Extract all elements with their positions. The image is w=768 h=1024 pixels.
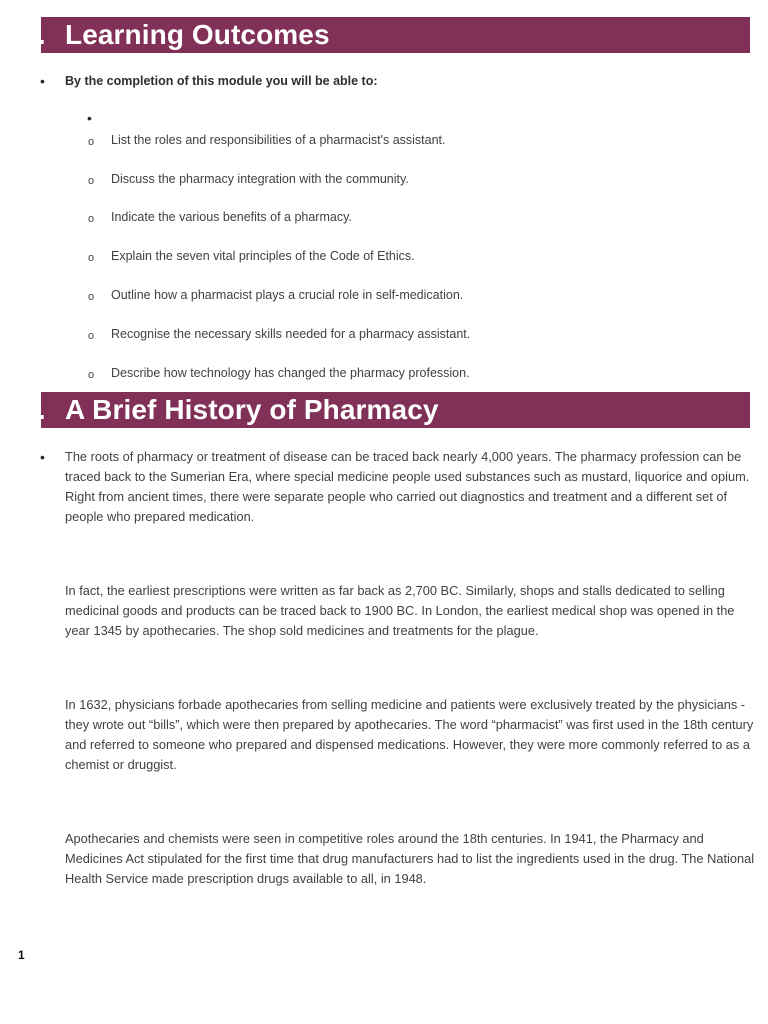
list-item-text: Explain the seven vital principles of the Code of Ethics. <box>111 249 415 263</box>
list-item-text: Describe how technology has changed the pharmacy profession. <box>111 366 470 380</box>
section-title: A Brief History of Pharmacy <box>65 394 439 425</box>
history-paragraph: The roots of pharmacy or treatment of disease can be traced back nearly 4,000 years. The pharmacy profession can be traced back to the Sumerian Era, where special medicine people used substances such as mustard, liquorice and opium. Right from ancient times, there were separate people who carried out diagnostics and treatment and a different set of people who prepared medication. <box>65 449 750 524</box>
section-number: . <box>38 395 46 425</box>
section-header-learning-outcomes <box>38 17 750 53</box>
sub-bullet-icon: o <box>88 213 95 225</box>
outcomes-intro: By the completion of this module you will be able to: <box>65 74 378 88</box>
history-paragraph: In fact, the earliest prescriptions were written as far back as 2,700 BC. Similarly, shops and stalls dedicated to selling medicinal goods and products can be traced back to 1900 BC. In London, the earliest medical shop was opened in the year 1345 by apothecaries. The shop sold medicines and treatments for the plague. <box>65 583 735 638</box>
list-item-text: Outline how a pharmacist plays a crucial role in self-medication. <box>111 288 464 302</box>
bullet-icon: • <box>87 110 92 126</box>
list-item-text: List the roles and responsibilities of a pharmacist's assistant. <box>111 133 446 147</box>
sub-bullet-icon: o <box>88 330 95 342</box>
history-paragraph: In 1632, physicians forbade apothecaries from selling medicine and patients were exclusively treated by the physicians - they wrote out “bills”, which were then prepared by apothecaries. The word “pharmacist” was first used in the 18th century and referred to someone who prepared and dispensed medications. However, they were more commonly referred to as a chemist or druggist. <box>65 697 754 772</box>
section-title: Learning Outcomes <box>65 19 330 50</box>
sub-bullet-icon: o <box>88 369 95 381</box>
bullet-icon: • <box>40 449 45 465</box>
page-number: 1 <box>18 948 25 962</box>
section-number: . <box>38 20 46 50</box>
history-paragraph: Apothecaries and chemists were seen in competitive roles around the 18th centuries. In 1941, the Pharmacy and Medicines Act stipulated for the first time that drug manufacturers had to list the ingredients used in the drug. The National Health Service made prescription drugs available to all, in 1948. <box>65 831 755 886</box>
bullet-icon: • <box>40 73 45 89</box>
sub-bullet-icon: o <box>88 136 95 148</box>
list-item-text: Discuss the pharmacy integration with the community. <box>111 172 409 186</box>
section-header-history <box>38 392 750 428</box>
sub-bullet-icon: o <box>88 252 95 264</box>
list-item-text: Indicate the various benefits of a pharmacy. <box>111 210 352 224</box>
list-item-text: Recognise the necessary skills needed for a pharmacy assistant. <box>111 327 471 341</box>
sub-bullet-icon: o <box>88 291 95 303</box>
sub-bullet-icon: o <box>88 175 95 187</box>
